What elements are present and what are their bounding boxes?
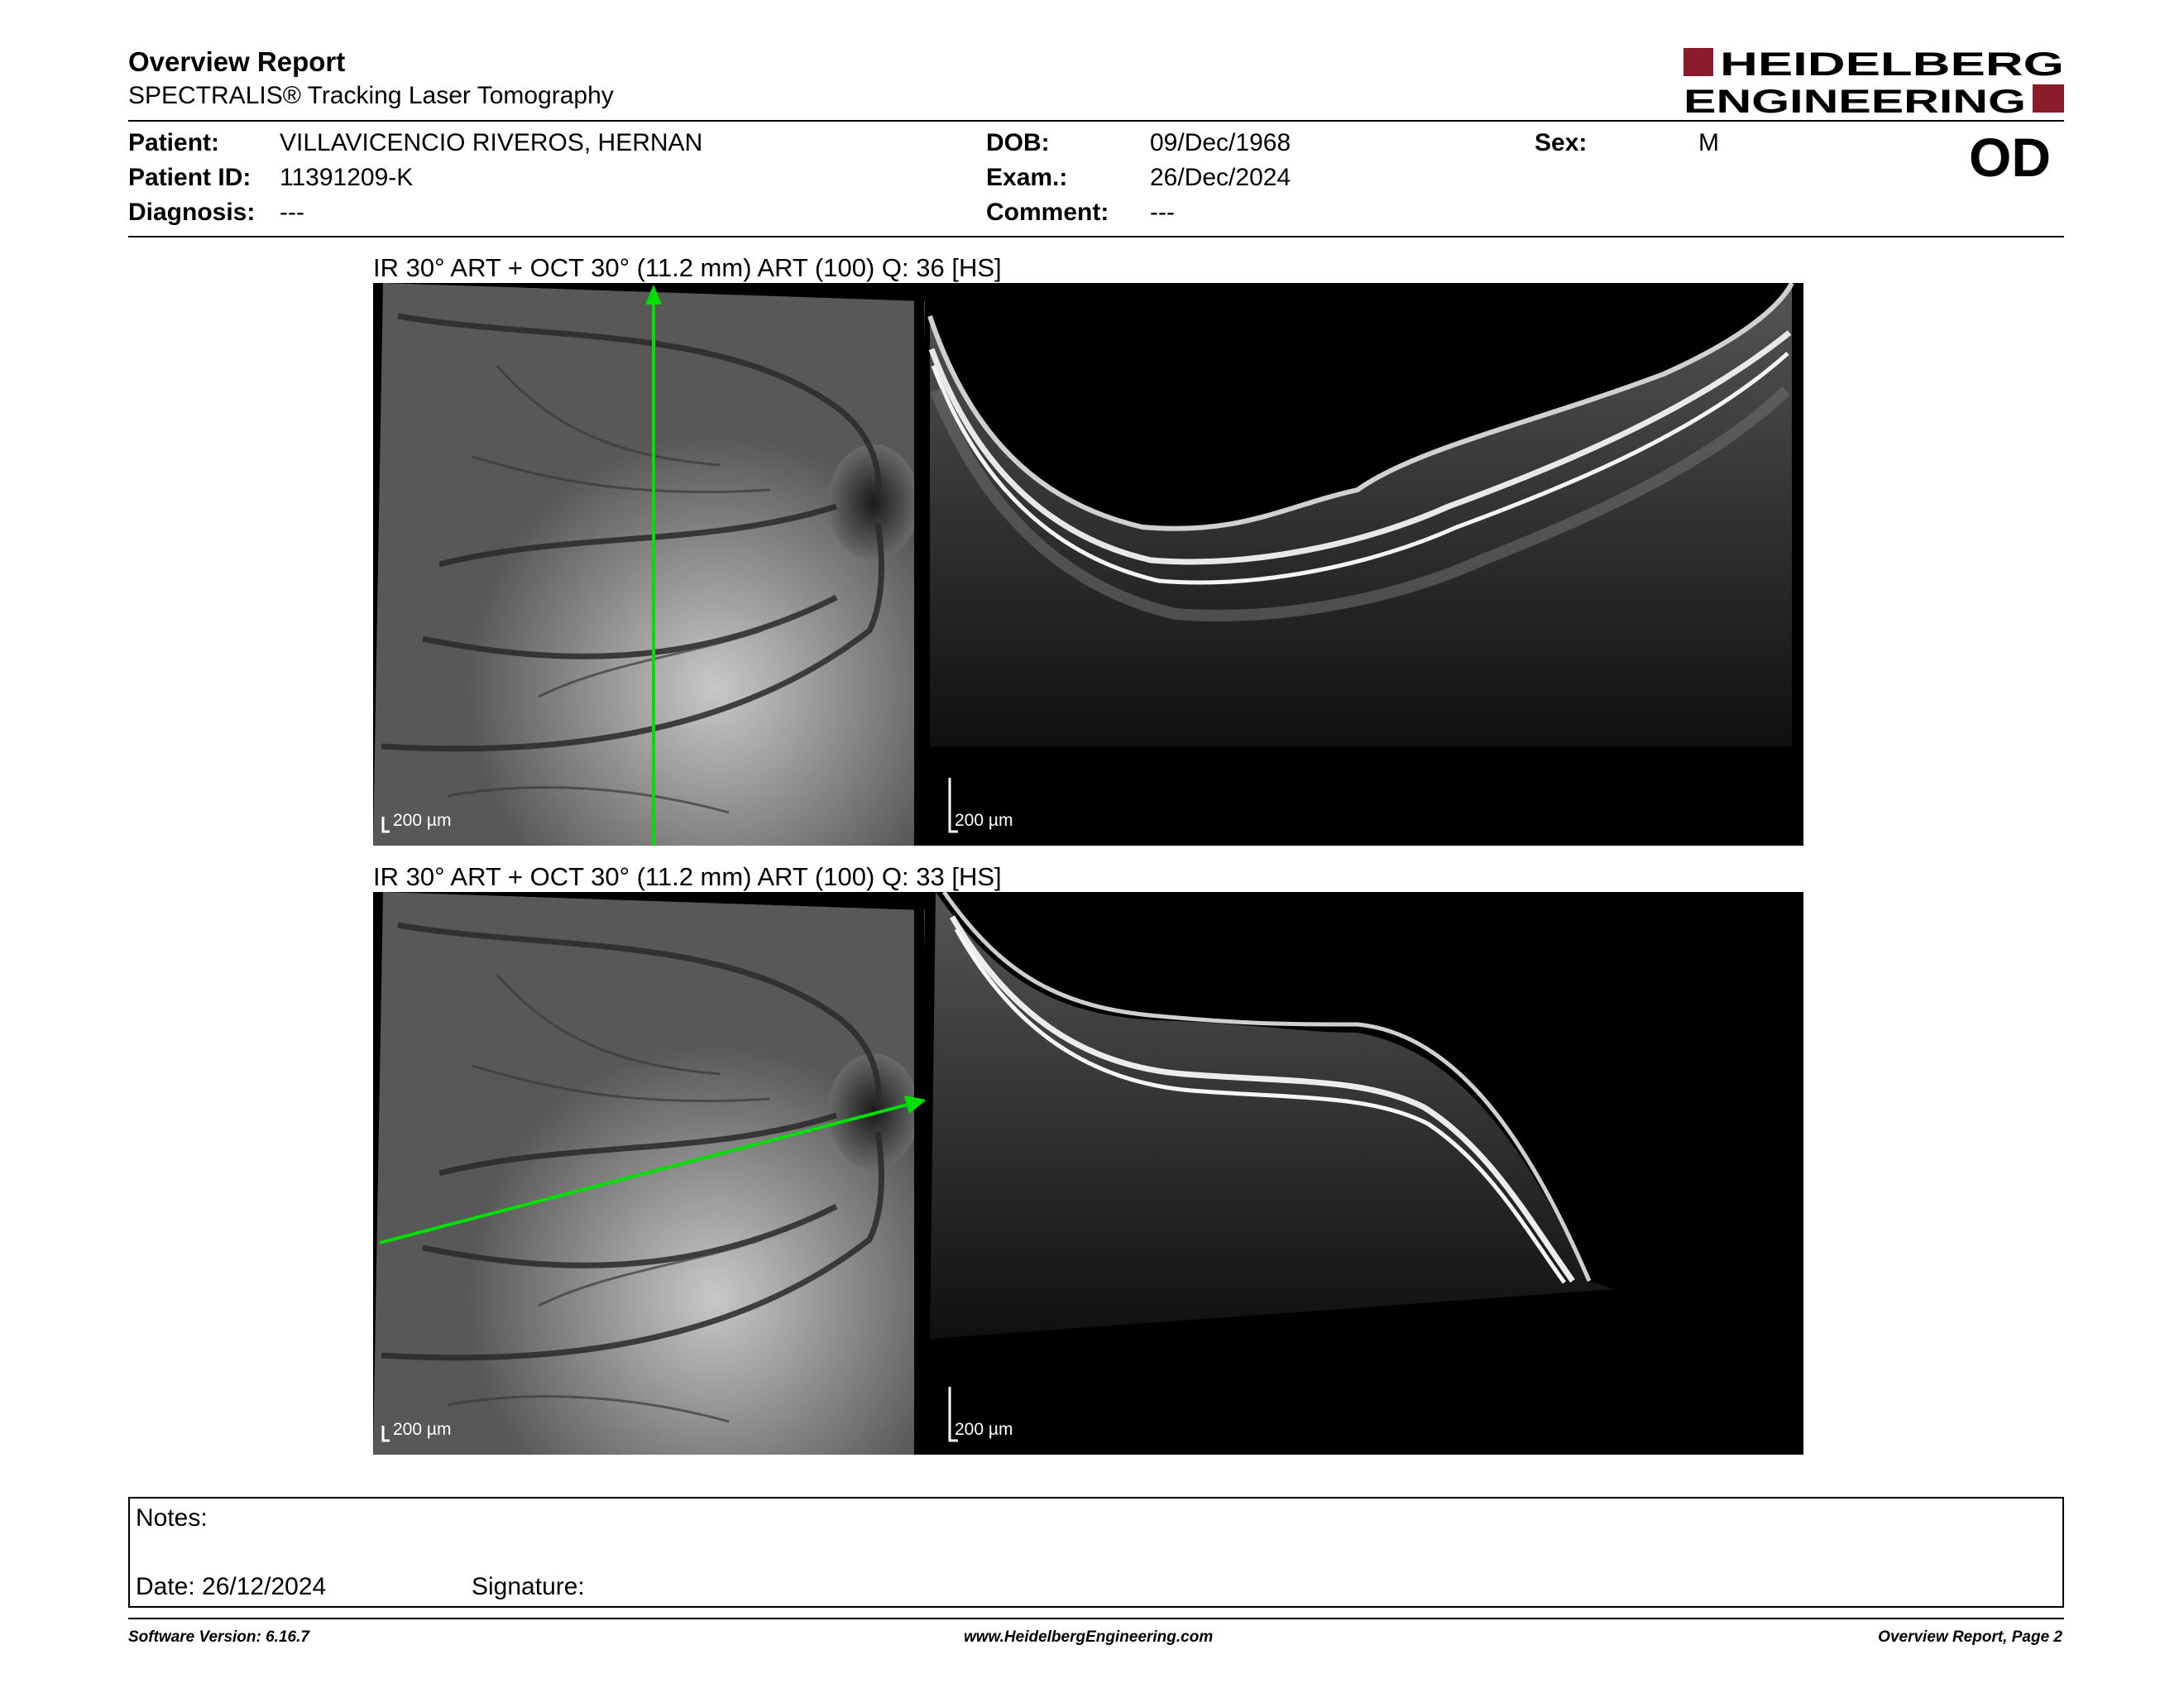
patient-divider	[128, 236, 2064, 237]
page-indicator: Overview Report, Page 2	[1878, 1628, 2062, 1646]
exam-value: 26/Dec/2024	[1150, 164, 1291, 191]
footer-divider	[128, 1618, 2064, 1619]
header-divider	[128, 120, 2064, 122]
svg-text:HEIDELBERG: HEIDELBERG	[1720, 46, 2064, 83]
diagnosis-label: Diagnosis:	[128, 199, 256, 226]
diagnosis-value: ---	[280, 199, 304, 226]
scale-label-oct-1: 200 µm	[955, 811, 1013, 830]
website-link[interactable]: www.HeidelbergEngineering.com	[964, 1628, 1214, 1646]
exam-label: Exam.:	[986, 164, 1068, 191]
patient-name: VILLAVICENCIO RIVEROS, HERNAN	[280, 129, 703, 156]
oct-bscan-1	[925, 283, 1803, 846]
report-subtitle: SPECTRALIS® Tracking Laser Tomography	[128, 82, 614, 109]
dob-value: 09/Dec/1968	[1150, 129, 1291, 156]
sex-value: M	[1698, 129, 1719, 156]
scale-label-oct-2: 200 µm	[955, 1420, 1013, 1439]
patient-label: Patient:	[128, 129, 220, 156]
patient-id-label: Patient ID:	[128, 164, 251, 191]
scan-2-panel	[373, 892, 1803, 1455]
sex-label: Sex:	[1535, 129, 1588, 156]
report-title: Overview Report	[128, 46, 346, 77]
software-version: Software Version: 6.16.7	[128, 1628, 309, 1646]
notes-box[interactable]	[128, 1497, 2064, 1608]
scan-2-title: IR 30° ART + OCT 30° (11.2 mm) ART (100) Q: 33 [HS]	[373, 862, 1002, 891]
patient-id-value: 11391209-K	[280, 164, 414, 191]
signature-label: Signature:	[472, 1573, 585, 1600]
dob-label: DOB:	[986, 129, 1050, 156]
scale-label-ir-2: 200 µm	[393, 1420, 452, 1439]
eye-indicator: OD	[1969, 127, 2051, 188]
oct-bscan-2	[925, 892, 1803, 1455]
heidelberg-logo	[1684, 45, 2064, 116]
date-label: Date: 26/12/2024	[136, 1573, 327, 1600]
ir-fundus-image-1	[373, 283, 925, 846]
notes-label: Notes:	[136, 1504, 208, 1532]
comment-label: Comment:	[986, 199, 1109, 226]
scan-1-panel	[373, 283, 1803, 846]
scale-label-ir-1: 200 µm	[393, 811, 452, 830]
scan-1-title: IR 30° ART + OCT 30° (11.2 mm) ART (100) Q: 36 [HS]	[373, 253, 1002, 282]
comment-value: ---	[1150, 199, 1175, 226]
svg-text:ENGINEERING: ENGINEERING	[1684, 84, 2026, 116]
